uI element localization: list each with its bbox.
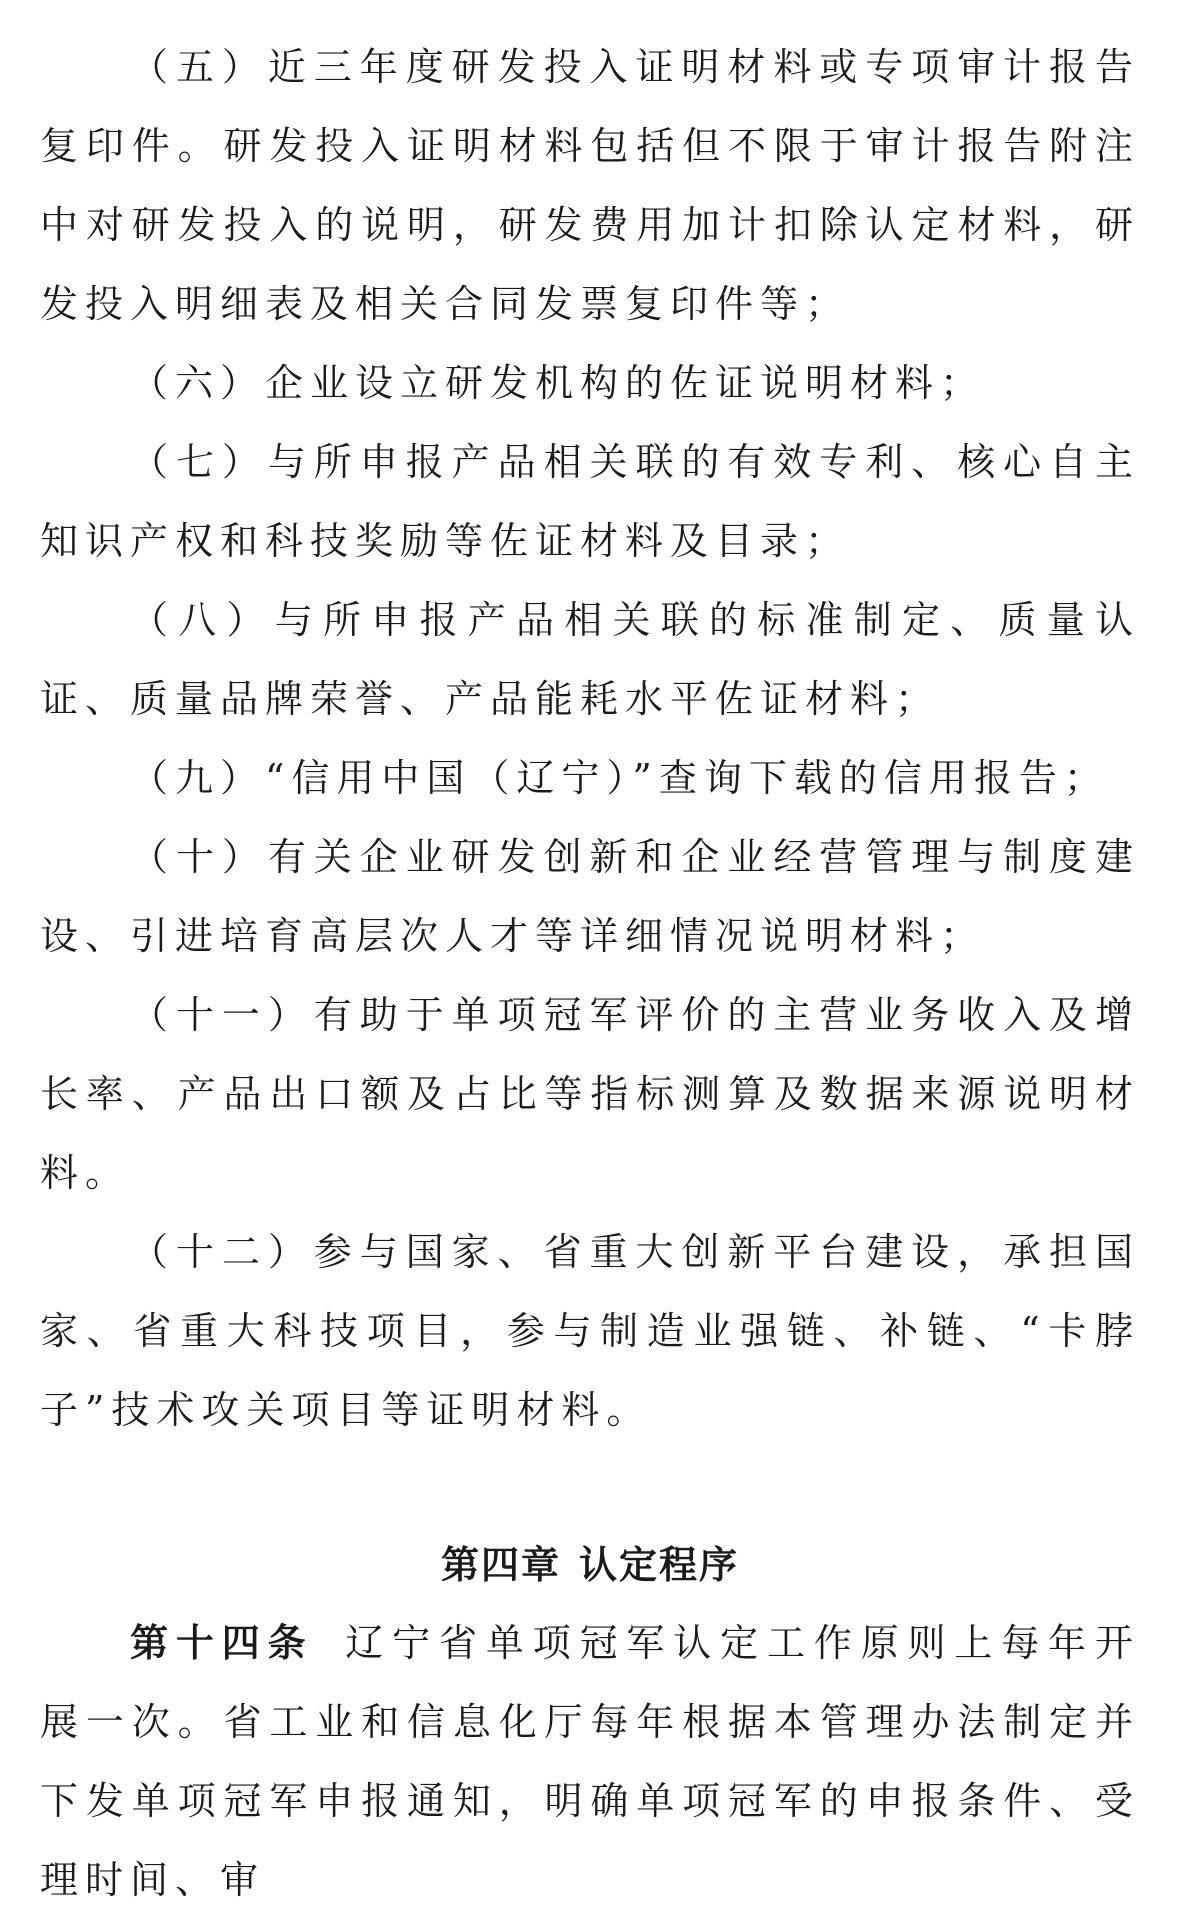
list-item-5: （五）近三年度研发投入证明材料或专项审计报告复印件。研发投入证明材料包括但不限于审计报告附注中对研发投入的说明，研发费用加计扣除认定材料，研发投入明细表及相关合同发票复印件等； [40, 45, 1140, 326]
chapter-number: 第四章 [440, 1543, 561, 1587]
list-item-11: （十一）有助于单项冠军评价的主营业务收入及增长率、产品出口额及占比等指标测算及数据来源说明材料。 [40, 993, 1140, 1195]
chapter-title: 认定程序 [579, 1543, 740, 1587]
article-14 [40, 1604, 1140, 1920]
list-item-12: （十二）参与国家、省重大创新平台建设，承担国家、省重大科技项目，参与制造业强链、补链、“卡脖子”技术攻关项目等证明材料。 [40, 1230, 1140, 1432]
list-item-9: （九）“信用中国（辽宁）”查询下载的信用报告； [130, 756, 1109, 800]
document-page [40, 0, 1140, 1920]
article-label: 第十四条 [130, 1621, 314, 1665]
chapter-heading [40, 1526, 1140, 1604]
list-item-7: （七）与所申报产品相关联的有效专利、核心自主知识产权和科技奖励等佐证材料及目录； [40, 440, 1140, 563]
list-item-10: （十）有关企业研发创新和企业经营管理与制度建设、引进培育高层次人才等详细情况说明材料； [40, 835, 1140, 958]
article-text: 辽宁省单项冠军认定工作原则上每年开展一次。省工业和信息化厅每年根据本管理办法制定并下发单项冠军申报通知，明确单项冠军的申报条件、受理时间、审 [40, 1621, 1140, 1902]
list-item-6: （六）企业设立研发机构的佐证说明材料； [130, 361, 986, 405]
list-item-8: （八）与所申报产品相关联的标准制定、质量认证、质量品牌荣誉、产品能耗水平佐证材料； [40, 598, 1140, 721]
